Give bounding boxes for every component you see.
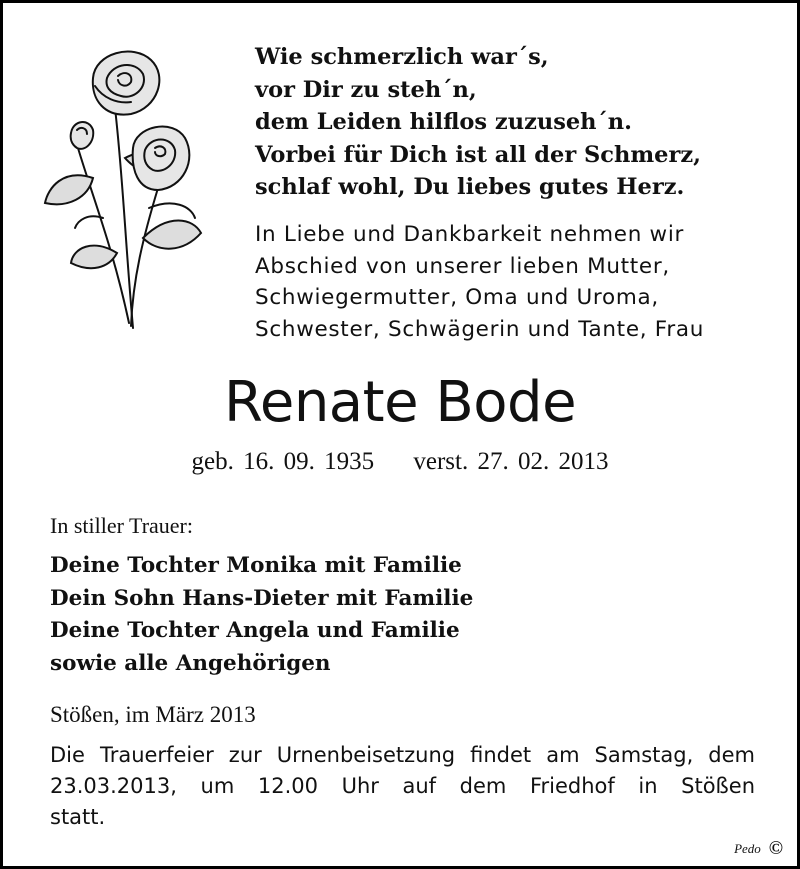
credit — [734, 838, 783, 860]
farewell-line: In Liebe und Dankbarkeit nehmen wir — [255, 222, 685, 247]
life-dates — [3, 445, 797, 479]
mourner-entry: Dein Sohn Hans-Dieter mit Familie — [50, 585, 474, 611]
farewell-line: Abschied von unserer lieben Mutter, — [255, 253, 670, 279]
death-date: verst. 27. 02. 2013 — [413, 448, 609, 475]
service-line: statt. — [50, 805, 106, 829]
mourner-entry: Deine Tochter Monika mit Familie — [50, 553, 462, 578]
funeral-service-info — [50, 740, 755, 833]
place-date: Stößen, im März 2013 — [50, 702, 256, 727]
mourner-entry: sowie alle Angehörigen — [50, 650, 331, 676]
poem-line: Vorbei für Dich ist all der Schmerz, — [255, 141, 701, 168]
mourning-label: In stiller Trauer: — [50, 513, 193, 538]
poem-line: vor Dir zu steh´n, — [255, 76, 477, 103]
service-line: Die Trauerfeier zur Urnenbeisetzung findet am Samstag, dem — [50, 743, 755, 767]
deceased-name: Renate Bode — [223, 370, 577, 435]
farewell-line: Schwiegermutter, Oma und Uroma, — [255, 285, 659, 310]
poem-line: dem Leiden hilflos zuzuseh´n. — [255, 109, 632, 135]
poem-line: Wie schmerzlich war´s, — [255, 44, 549, 70]
artist-signature: Pedo — [734, 841, 761, 856]
farewell-text — [255, 219, 755, 345]
service-line: 23.03.2013, um 12.00 Uhr auf dem Friedhof in Stößen — [50, 774, 755, 798]
copyright-icon: © — [768, 838, 783, 859]
poem — [255, 41, 701, 204]
poem-line: schlaf wohl, Du liebes gutes Herz. — [255, 174, 685, 200]
rose-illustration-icon — [33, 38, 213, 338]
birth-date: geb. 16. 09. 1935 — [191, 448, 375, 475]
mourners-list — [50, 550, 473, 680]
farewell-line: Schwester, Schwägerin und Tante, Frau — [255, 316, 705, 342]
mourner-entry: Deine Tochter Angela und Familie — [50, 618, 460, 643]
